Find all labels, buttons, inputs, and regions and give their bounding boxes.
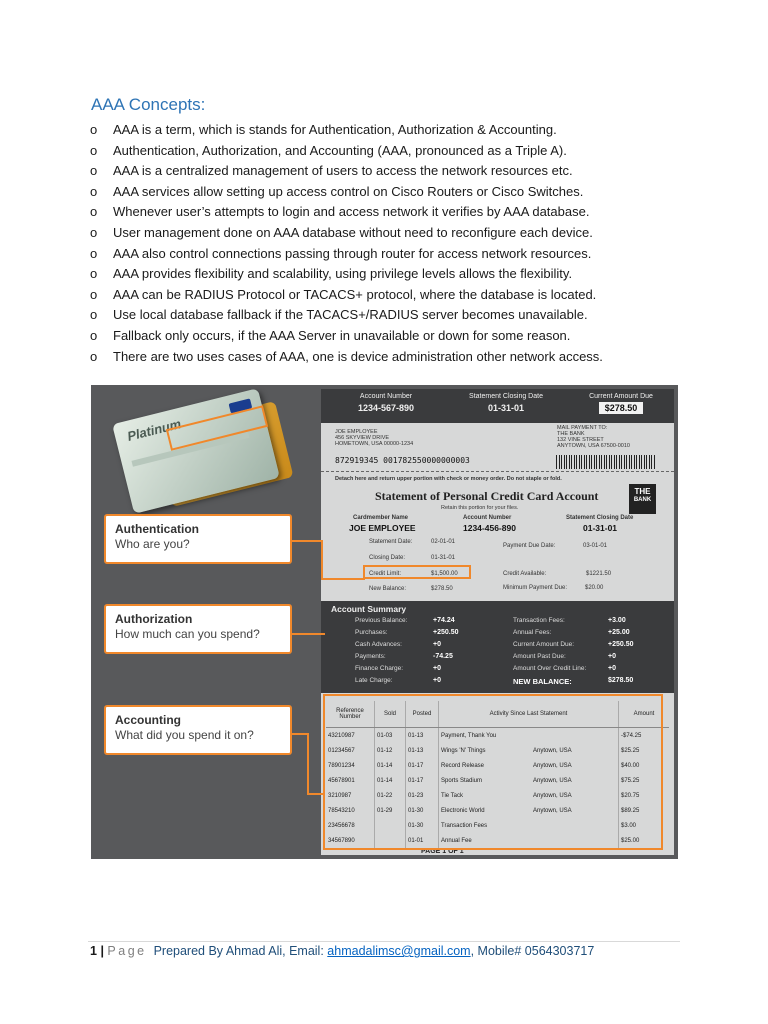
bullet-item [90, 223, 690, 244]
bullet-item [90, 264, 690, 285]
bullet-item [90, 120, 690, 141]
detach-note: Detach here and return upper portion with check or money order. Do not staple or fold. [335, 476, 562, 482]
bullet-item [90, 182, 690, 203]
account-label: Account Number [463, 515, 512, 521]
hdr-closing-date: Statement Closing Date 01-31-01 [469, 393, 543, 413]
email-link[interactable]: ahmadalimsc@gmail.com [327, 944, 471, 958]
credit-available-value: $1221.50 [586, 571, 612, 577]
bullet-item [90, 161, 690, 182]
footer-divider [88, 941, 680, 942]
summary-row: Transaction Fees: +3.00 [513, 617, 626, 624]
page-number: 1 [90, 944, 97, 958]
summary-row: Finance Charge: +0 [355, 665, 441, 672]
credit-limit-value: $1,500.00 [431, 571, 458, 577]
bank-address: MAIL PAYMENT TO: THE BANK 132 VINE STREET ANYTOWN, USA 67500-0010 [557, 425, 630, 449]
callout-subtitle: How much can you spend? [115, 627, 260, 641]
mobile-number: , Mobile# 0564303717 [470, 944, 595, 958]
prepared-by: Prepared By Ahmad Ali, Email: [153, 944, 324, 958]
bullet-marker: o [90, 307, 98, 323]
summary-row: Amount Past Due: +0 [513, 653, 616, 660]
bullet-item [90, 244, 690, 265]
col-amount: Amount [619, 701, 670, 728]
bullet-text: User management done on AAA database without need to reconfigure each device. [113, 224, 593, 240]
table-row: 23456678 01-30 Transaction Fees $3.00 [326, 818, 669, 833]
connector-line [292, 733, 308, 735]
table-row: 78543210 01-29 01-30 Electronic World Anytown, USA $89.25 [326, 803, 669, 818]
credit-available-label: Credit Available: [503, 571, 547, 577]
summary-row: Late Charge: +0 [355, 677, 441, 684]
bullet-text: AAA is a term, which is stands for Authentication, Authorization & Accounting. [113, 122, 557, 137]
col-sold: Sold [375, 701, 406, 728]
bullet-marker: o [90, 266, 98, 282]
bullet-text: Fallback only occurs, if the AAA Server in unavailable or down for some reason. [113, 327, 571, 343]
customer-address: JOE EMPLOYEE 456 SKYVIEW DRIVE HOMETOWN, USA 00000-1234 [335, 429, 414, 447]
new-balance-label: New Balance: [369, 586, 407, 592]
col-activity: Activity Since Last Statement [439, 701, 619, 728]
bullet-marker: o [90, 204, 98, 220]
accounting-callout [104, 705, 292, 755]
cardmember-value: JOE EMPLOYEE [349, 523, 416, 533]
summary-row: Current Amount Due: +250.50 [513, 641, 634, 648]
hdr-amount-due: Current Amount Due $278.50 [589, 393, 653, 413]
bullet-marker: o [90, 224, 98, 240]
payment-due-value: 03-01-01 [583, 543, 608, 549]
callout-subtitle: What did you spend it on? [115, 728, 254, 742]
bullet-text: AAA also control connections passing through router for access network resources. [113, 245, 592, 261]
bullet-text: AAA can be RADIUS Protocol or TACACS+ protocol, where the database is located. [113, 286, 597, 302]
closing-value: 01-31-01 [583, 523, 618, 533]
payment-due-label: Payment Due Date: [503, 543, 556, 549]
page-word: Page [107, 944, 147, 958]
min-payment-value: $20.00 [585, 585, 604, 591]
min-payment-label: Minimum Payment Due: [503, 585, 568, 591]
bullet-marker: o [90, 286, 98, 302]
bullet-marker: o [90, 327, 98, 343]
connector-line [292, 540, 322, 542]
account-value: 1234-456-890 [463, 523, 516, 533]
bullet-text: Use local database fallback if the TACACS+/RADIUS server becomes unavailable. [113, 307, 588, 323]
callout-subtitle: Who are you? [115, 537, 190, 551]
authentication-callout [104, 514, 292, 564]
connector-line [321, 540, 323, 580]
summary-row: Previous Balance: +74.24 [355, 617, 455, 624]
bullet-text: Whenever user’s attempts to login and access network it verifies by AAA database. [113, 204, 590, 220]
authorization-callout [104, 604, 292, 654]
bullet-text: AAA is a centralized management of users to access the network resources etc. [113, 163, 573, 179]
page-indicator: PAGE 1 OF 1 [421, 848, 464, 855]
activity-highlight [323, 694, 663, 850]
section-heading: AAA Concepts: [91, 95, 206, 114]
bullet-marker: o [90, 142, 98, 158]
col-reference: Reference Number [326, 701, 375, 728]
summary-row: Cash Advances: +0 [355, 641, 441, 648]
callout-title: Authorization [115, 612, 193, 626]
bullet-marker: o [90, 122, 98, 137]
statement-header [321, 389, 674, 423]
statement-title: Statement of Personal Credit Card Account [375, 489, 599, 503]
callout-title: Authentication [115, 522, 199, 536]
retain-note: Retain this portion for your files. [441, 505, 519, 511]
col-posted: Posted [406, 701, 439, 728]
connector-line [307, 793, 325, 795]
bullet-marker: o [90, 348, 98, 364]
card-brand: Platinum [125, 416, 183, 444]
closing-date-value: 01-31-01 [431, 555, 456, 561]
footer-separator: | [100, 944, 104, 958]
bullet-item [90, 202, 690, 223]
bullet-text: There are two uses cases of AAA, one is device administration other network access. [113, 348, 603, 364]
summary-row: NEW BALANCE: $278.50 [513, 677, 634, 686]
detach-line [321, 471, 674, 472]
bullet-text: AAA services allow setting up access control on Cisco Routers or Cisco Switches. [113, 183, 584, 199]
statement-date-value: 02-01-01 [431, 539, 456, 545]
table-row: 78901234 01-14 01-17 Record Release Anytown, USA $40.00 [326, 758, 669, 773]
summary-title: Account Summary [331, 604, 407, 614]
barcode [556, 455, 656, 469]
page-footer [90, 944, 594, 958]
callout-title: Accounting [115, 713, 181, 727]
table-row: 45678901 01-14 01-17 Sports Stadium Anytown, USA $75.25 [326, 773, 669, 788]
bullet-item [90, 141, 690, 162]
credit-limit-label: Credit Limit: [369, 571, 402, 577]
connector-line [292, 633, 325, 635]
new-balance-value: $278.50 [431, 586, 453, 592]
ocr-line: 872919345 001782550000000003 [335, 456, 470, 465]
aaa-figure [91, 385, 678, 859]
summary-row: Annual Fees: +25.00 [513, 629, 630, 636]
bullet-item [90, 305, 690, 326]
connector-line [307, 733, 309, 795]
bullet-item [90, 347, 690, 368]
cardmember-label: Cardmember Name [353, 515, 409, 521]
credit-limit-highlight [363, 565, 471, 579]
summary-row: Payments: -74.25 [355, 653, 453, 660]
summary-row: Purchases: +250.50 [355, 629, 459, 636]
bullet-text: AAA provides flexibility and scalability, using privilege levels allows the flexibility. [113, 266, 573, 282]
table-row: 3210987 01-22 01-23 Tie Tack Anytown, USA $20.75 [326, 788, 669, 803]
summary-row: Amount Over Credit Line: +0 [513, 665, 616, 672]
bullet-list [90, 120, 690, 367]
closing-label: Statement Closing Date [566, 515, 634, 521]
closing-date-label: Closing Date: [369, 555, 406, 561]
bullet-marker: o [90, 163, 98, 179]
table-row: 34567890 01-01 Annual Fee $25.00 [326, 833, 669, 848]
bullet-item [90, 285, 690, 306]
bank-logo: THE BANK [629, 484, 656, 514]
table-row: 01234567 01-12 01-13 Wings 'N' Things Anytown, USA $25.25 [326, 743, 669, 758]
bullet-marker: o [90, 245, 98, 261]
account-summary [321, 601, 674, 693]
connector-line [321, 578, 365, 580]
hdr-account: Account Number 1234-567-890 [357, 393, 415, 413]
bullet-item [90, 326, 690, 347]
table-row: 43210987 01-03 01-13 Payment, Thank You -$74.25 [326, 728, 669, 744]
bullet-marker: o [90, 183, 98, 199]
statement-date-label: Statement Date: [369, 539, 413, 545]
bullet-text: Authentication, Authorization, and Accounting (AAA, pronounced as a Triple A). [113, 142, 567, 158]
